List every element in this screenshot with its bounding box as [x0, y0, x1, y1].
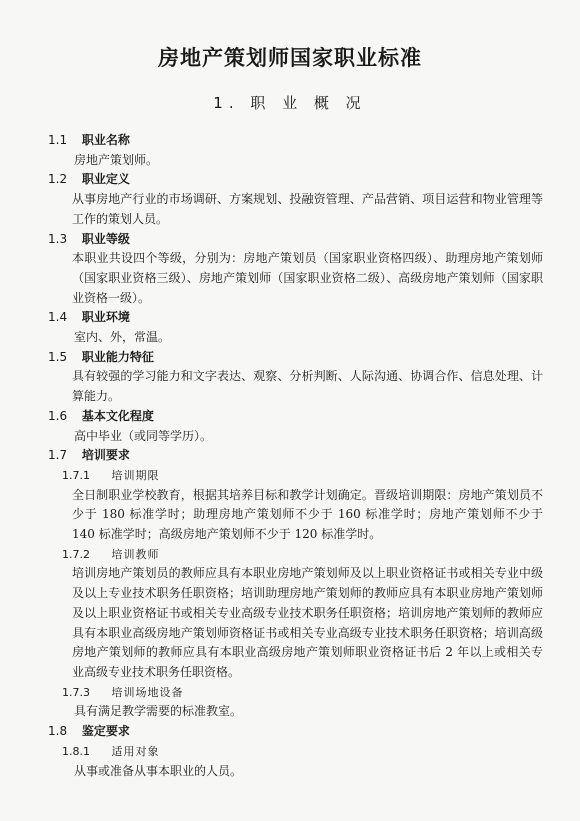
subsection-title: 培训教师	[111, 547, 160, 561]
section-text-1-3: 本职业共设四个等级，分别为：房地产策划员（国家职业资格四级）、助理房地产策划师（国家职业资格三级）、房地产策划师（国家职业资格二级）、高级房地产策划师（国家职业资格一级）。	[72, 251, 543, 305]
subsection-text-1-7-1: 全日制职业学校教育，根据其培养目标和教学计划确定。晋级培训期限：房地产策划员不少于 180 标准学时；助理房地产策划师不少于 160 标准学时；房地产策划师不少于 140 标准学时；高级房地产策划师不少于 120 标准学时。	[72, 487, 543, 542]
section-heading-1-2	[48, 170, 543, 190]
chapter-heading: 1. 职 业 概 况	[213, 94, 367, 112]
subsection-title: 培训期限	[111, 468, 160, 482]
subsection-number: 1.7.1	[62, 468, 90, 482]
subsection-number: 1.7.2	[62, 547, 90, 561]
subsection-title: 适用对象	[111, 744, 160, 758]
subsection-text-1-7-3: 具有满足教学需要的标准教室。	[74, 704, 243, 719]
subsection-heading-1-8-1	[48, 742, 543, 762]
section-number: 1.5	[48, 349, 68, 364]
section-heading-1-8	[48, 722, 543, 742]
subsection-title: 培训场地设备	[111, 685, 184, 699]
section-number: 1.4	[48, 310, 68, 325]
section-title: 职业能力特征	[81, 349, 154, 364]
section-text-1-5: 具有较强的学习能力和文字表达、观察、分析判断、人际沟通、协调合作、信息处理、计算能力。	[72, 369, 543, 404]
subsection-number: 1.7.3	[62, 685, 90, 699]
section-title: 职业环境	[81, 310, 130, 325]
section-number: 1.7	[48, 448, 68, 463]
section-text-1-2: 从事房地产行业的市场调研、方案规划、投融资管理、产品营销、项目运营和物业管理等工作的策划人员。	[72, 192, 543, 226]
section-number: 1.2	[48, 172, 68, 187]
section-heading-1-1	[48, 131, 543, 151]
section-number: 1.6	[48, 408, 68, 423]
section-text-1-4: 室内、外，常温。	[74, 330, 171, 345]
subsection-heading-1-7-3	[48, 683, 543, 703]
section-title: 基本文化程度	[81, 408, 154, 423]
section-text-1-6: 高中毕业（或同等学历）。	[74, 428, 213, 443]
subsection-text-1-8-1: 从事或准备从事本职业的人员。	[74, 763, 243, 778]
section-heading-1-5	[48, 348, 543, 368]
document-body	[48, 131, 543, 781]
section-title: 鉴定要求	[81, 724, 130, 739]
subsection-text-1-7-2: 培训房地产策划员的教师应具有本职业房地产策划师及以上职业资格证书或相关专业中级及以上专业技术职务任职资格；培训助理房地产策划师的教师应具有本职业房地产策划师及以上职业资格证书或相关专业高级专业技术职务任职资格；培训房地产策划师的教师应具有本职业高级房地产策划师资格证书或相关专业高级专业技术职务任职资格；培训高级房地产策划师的教师应具有本职业高级房地产策划师职业资格证书后 2 年以上或相关专业高级专业技术职务任职资格。	[72, 566, 543, 679]
section-number: 1.8	[48, 724, 68, 739]
section-title: 职业定义	[81, 172, 130, 187]
subsection-number: 1.8.1	[62, 744, 90, 758]
document-title: 房地产策划师国家职业标准	[158, 45, 422, 70]
subsection-heading-1-7-2	[48, 545, 543, 565]
section-heading-1-3	[48, 230, 543, 250]
section-heading-1-4	[48, 308, 543, 328]
section-heading-1-6	[48, 407, 543, 427]
section-number: 1.1	[48, 133, 68, 147]
section-heading-1-7	[48, 446, 543, 466]
section-title: 培训要求	[81, 448, 130, 463]
section-text-1-1: 房地产策划师。	[74, 152, 159, 167]
section-number: 1.3	[48, 231, 68, 246]
section-title: 职业等级	[81, 231, 130, 246]
section-title: 职业名称	[81, 133, 130, 147]
subsection-heading-1-7-1	[48, 466, 543, 486]
